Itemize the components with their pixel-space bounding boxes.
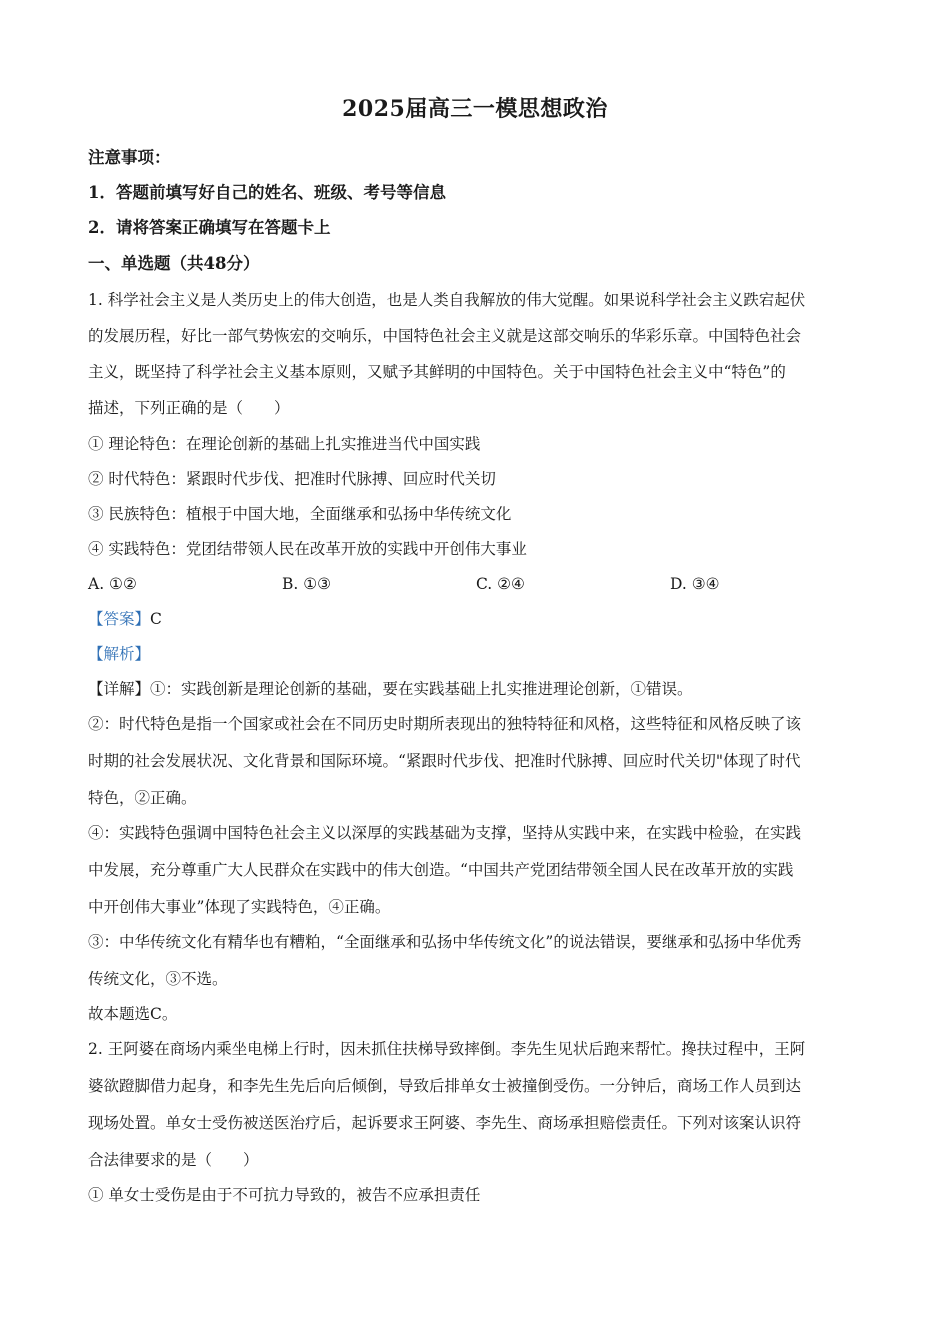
q1-item: ① 理论特色：在理论创新的基础上扎实推进当代中国实践 xyxy=(88,435,481,453)
q1-detail-line: 时期的社会发展状况、文化背景和国际环境。“紧跟时代步伐、把准时代脉搏、回应时代关切"体现了时代 xyxy=(88,752,801,770)
q1-detail-line: ④：实践特色强调中国特色社会主义以深厚的实践基础为支撑，坚持从实践中来，在实践中检验，在实践 xyxy=(88,824,802,842)
q1-detail-line: 传统文化，③不选。 xyxy=(88,970,228,988)
q1-detail-line: 特色，②正确。 xyxy=(88,789,197,807)
q1-stem-line: 描述，下列正确的是（ ） xyxy=(88,399,290,417)
q1-detail-line: 中开创伟大事业”体现了实践特色，④正确。 xyxy=(88,898,391,916)
notice-item-1: 1．答题前填写好自己的姓名、班级、考号等信息 xyxy=(88,183,446,202)
section-heading: 一、单选题（共48分） xyxy=(88,254,260,273)
answer-value: C xyxy=(150,610,162,628)
q1-stem-line: 1. 科学社会主义是人类历史上的伟大创造，也是人类自我解放的伟大觉醒。如果说科学社会主义跌宕起伏 xyxy=(88,291,806,309)
q1-option-a: A. ①② xyxy=(88,575,137,593)
q2-stem-line: 婆欲蹬脚借力起身，和李先生先后向后倾倒，导致后排单女士被撞倒受伤。一分钟后，商场工作人员到达 xyxy=(88,1077,802,1095)
q2-stem-line: 合法律要求的是（ ） xyxy=(88,1151,259,1169)
q1-detail-line: 中发展，充分尊重广大人民群众在实践中的伟大创造。“中国共产党团结带领全国人民在改革开放的实践 xyxy=(88,861,794,879)
q1-option-d: D. ③④ xyxy=(670,575,720,593)
q1-stem-line: 主义，既坚持了科学社会主义基本原则，又赋予其鲜明的中国特色。关于中国特色社会主义中“特色”的 xyxy=(88,363,786,381)
notice-heading: 注意事项： xyxy=(88,148,171,167)
q2-stem-line: 2. 王阿婆在商场内乘坐电梯上行时，因未抓住扶梯导致摔倒。李先生见状后跑来帮忙。搀扶过程中，王阿 xyxy=(88,1040,806,1058)
q1-detail-line: ③：中华传统文化有精华也有糟粕，“全面继承和弘扬中华传统文化”的说法错误，要继承和弘扬中华优秀 xyxy=(88,933,802,951)
q1-detail-line: 【详解】①：实践创新是理论创新的基础，要在实践基础上扎实推进理论创新，①错误。 xyxy=(88,680,693,698)
q1-item: ④ 实践特色：党团结带领人民在改革开放的实践中开创伟大事业 xyxy=(88,540,527,558)
notice-item-2: 2．请将答案正确填写在答题卡上 xyxy=(88,218,331,237)
q1-option-b: B. ①③ xyxy=(282,575,332,593)
q1-item: ③ 民族特色：植根于中国大地，全面继承和弘扬中华传统文化 xyxy=(88,505,512,523)
answer-label: 【答案】 xyxy=(88,610,151,628)
q1-stem-line: 的发展历程，好比一部气势恢宏的交响乐，中国特色社会主义就是这部交响乐的华彩乐章。中国特色社会 xyxy=(88,327,802,345)
q2-stem-line: 现场处置。单女士受伤被送医治疗后，起诉要求王阿婆、李先生、商场承担赔偿责任。下列对该案认识符 xyxy=(88,1114,802,1132)
q1-item: ② 时代特色：紧跟时代步伐、把准时代脉搏、回应时代关切 xyxy=(88,470,496,488)
q1-answer xyxy=(88,609,868,629)
q1-detail-line: ②：时代特色是指一个国家或社会在不同历史时期所表现出的独特特征和风格，这些特征和风格反映了该 xyxy=(88,715,802,733)
document-title: 2025届高三一模思想政治 xyxy=(342,96,608,122)
q1-option-c: C. ②④ xyxy=(476,575,525,593)
q1-detail-line: 故本题选C。 xyxy=(88,1005,178,1023)
analysis-label: 【解析】 xyxy=(88,645,151,663)
q2-item: ① 单女士受伤是由于不可抗力导致的，被告不应承担责任 xyxy=(88,1186,481,1204)
